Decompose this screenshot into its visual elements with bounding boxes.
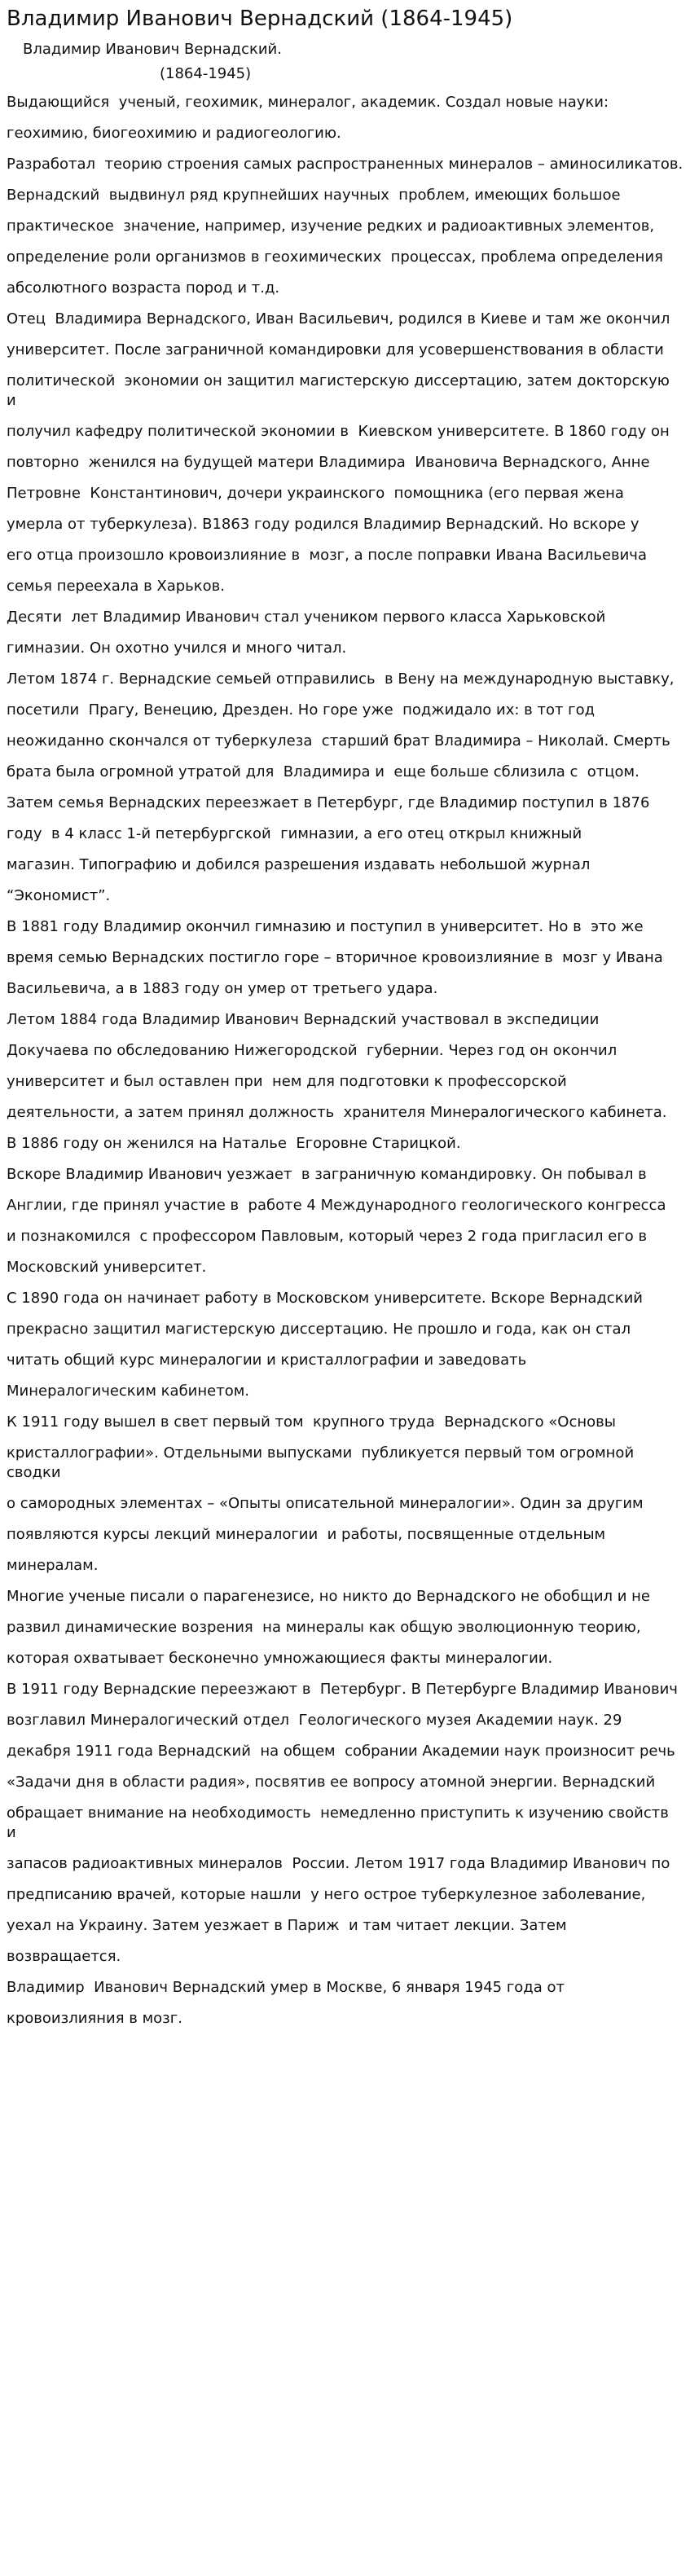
text-line: семья переехала в Харьков. [7,578,226,595]
text-line: году в 4 класс 1-й петербургской гимназии, а его отец открыл книжный [7,825,582,842]
text-line: университет. После заграничной командировки для усовершенствования в области [7,341,664,358]
text-line: обращает внимание на необходимость немедленно приступить к изучению свойств и [7,1805,679,1841]
text-line: Англии, где принял участие в работе 4 Международного геологического конгресса [7,1197,666,1214]
text-line: Отец Владимира Вернадского, Иван Васильевич, родился в Киеве и там же окончил [7,310,670,327]
text-line: неожиданно скончался от туберкулеза старший брат Владимира – Николай. Смерть [7,732,670,750]
text-line: Докучаева по обследованию Нижегородской губернии. Через год он окончил [7,1042,617,1059]
text-line: Вскоре Владимир Иванович уезжает в заграничную командировку. Он побывал в [7,1166,647,1183]
text-line: кристаллографии». Отдельными выпусками публикуется первый том огромной сводки [7,1444,639,1481]
text-line: Летом 1884 года Владимир Иванович Вернадский участвовал в экспедиции [7,1011,600,1028]
text-line: абсолютного возраста пород и т.д. [7,279,280,297]
subtitle-name: Владимир Иванович Вернадский. [23,41,282,58]
text-line: возвращается. [7,1948,121,1965]
text-line: “Экономист”. [7,887,111,904]
biography-text [7,93,683,2029]
text-line: предписанию врачей, которые нашли у него острое туберкулезное заболевание, [7,1886,646,1903]
text-line: Петровне Константинович, дочери украинского помощника (его первая жена [7,485,624,502]
text-line: Вернадский выдвинул ряд крупнейших научных проблем, имеющих большое [7,187,621,204]
text-line: появляются курсы лекций минералогии и работы, посвященные отдельным [7,1526,606,1543]
text-line: Затем семья Вернадских переезжает в Петербург, где Владимир поступил в 1876 [7,794,650,811]
text-line: Васильевича, а в 1883 году он умер от третьего удара. [7,980,438,997]
text-line: деятельности, а затем принял должность хранителя Минералогического кабинета. [7,1104,667,1121]
text-line: магазин. Типографию и добился разрешения издавать небольшой журнал [7,856,591,873]
text-line: умерла от туберкулеза). В1863 году родился Владимир Вернадский. Но вскоре у [7,516,639,533]
text-line: В 1881 году Владимир окончил гимназию и поступил в университет. Но в это же [7,918,644,935]
subtitle-years: (1864-1945) [160,65,252,82]
text-line: К 1911 году вышел в свет первый том крупного труда Вернадского «Основы [7,1413,616,1431]
text-line: развил динамические возрения на минералы как общую эволюционную теорию, [7,1619,641,1636]
text-line: получил кафедру политической экономии в Киевском университете. В 1860 году он [7,423,670,440]
text-line: которая охватывает бесконечно умножающиеся факты минералогии. [7,1650,553,1667]
text-line: В 1911 году Вернадские переезжают в Петербург. В Петербурге Владимир Иванович [7,1681,678,1698]
text-line: гимназии. Он охотно учился и много читал. [7,640,347,657]
text-line: Выдающийся ученый, геохимик, минералог, академик. Создал новые науки: [7,94,609,111]
text-line: повторно женился на будущей матери Владимира Ивановича Вернадского, Анне [7,454,650,471]
text-line: Десяти лет Владимир Иванович стал учеником первого класса Харьковской [7,609,606,626]
text-line: С 1890 года он начинает работу в Московском университете. Вскоре Вернадский [7,1290,643,1307]
text-line: брата была огромной утратой для Владимира и еще больше сблизила с отцом. [7,763,639,780]
text-line: В 1886 году он женился на Наталье Егоровне Старицкой. [7,1135,461,1152]
text-line: его отца произошло кровоизлияние в мозг, а после поправки Ивана Васильевича [7,547,647,564]
text-line: запасов радиоактивных минералов России. Летом 1917 года Владимир Иванович по [7,1855,670,1872]
text-line: уехал на Украину. Затем уезжает в Париж и там читает лекции. Затем [7,1917,567,1934]
text-line: о самородных элементах – «Опыты описательной минералогии». Один за другим [7,1495,644,1512]
text-line: посетили Прагу, Венецию, Дрезден. Но горе уже поджидало их: в тот год [7,701,596,719]
text-line: Владимир Иванович Вернадский умер в Москве, 6 января 1945 года от [7,1979,565,1996]
text-line: декабря 1911 года Вернадский на общем собрании Академии наук произносит речь [7,1743,675,1760]
text-line: минералам. [7,1557,99,1574]
text-line: прекрасно защитил магистерскую диссертацию. Не прошло и года, как он стал [7,1321,631,1338]
text-line: время семью Вернадских постигло горе – вторичное кровоизлияние в мозг у Ивана [7,949,663,966]
text-line: политической экономии он защитил магистерскую диссертацию, затем докторскую и [7,372,675,409]
text-line: возглавил Минералогический отдел Геологического музея Академии наук. 29 [7,1712,622,1729]
text-line: и познакомился с профессором Павловым, который через 2 года пригласил его в [7,1228,648,1245]
text-line: практическое значение, например, изучение редких и радиоактивных элементов, [7,218,655,235]
text-line: Московский университет. [7,1259,207,1276]
text-line: «Задачи дня в области радия», посвятив ее вопросу атомной энергии. Вернадский [7,1774,656,1791]
text-line: читать общий курс минералогии и кристаллографии и заведовать [7,1352,527,1369]
text-line: кровоизлияния в мозг. [7,2010,182,2027]
text-line: Разработал теорию строения самых распространенных минералов – аминосиликатов. [7,156,683,173]
text-line: геохимию, биогеохимию и радиогеологию. [7,125,341,142]
text-line: определение роли организмов в геохимических процессах, проблема определения [7,248,664,266]
text-line: университет и был оставлен при нем для подготовки к профессорской [7,1073,567,1090]
text-line: Многие ученые писали о парагенезисе, но никто до Вернадского не обобщил и не [7,1588,651,1605]
text-line: Летом 1874 г. Вернадские семьей отправились в Вену на международную выставку, [7,670,675,688]
page-title: Владимир Иванович Вернадский (1864-1945) [7,7,513,31]
text-line: Минералогическим кабинетом. [7,1383,250,1400]
